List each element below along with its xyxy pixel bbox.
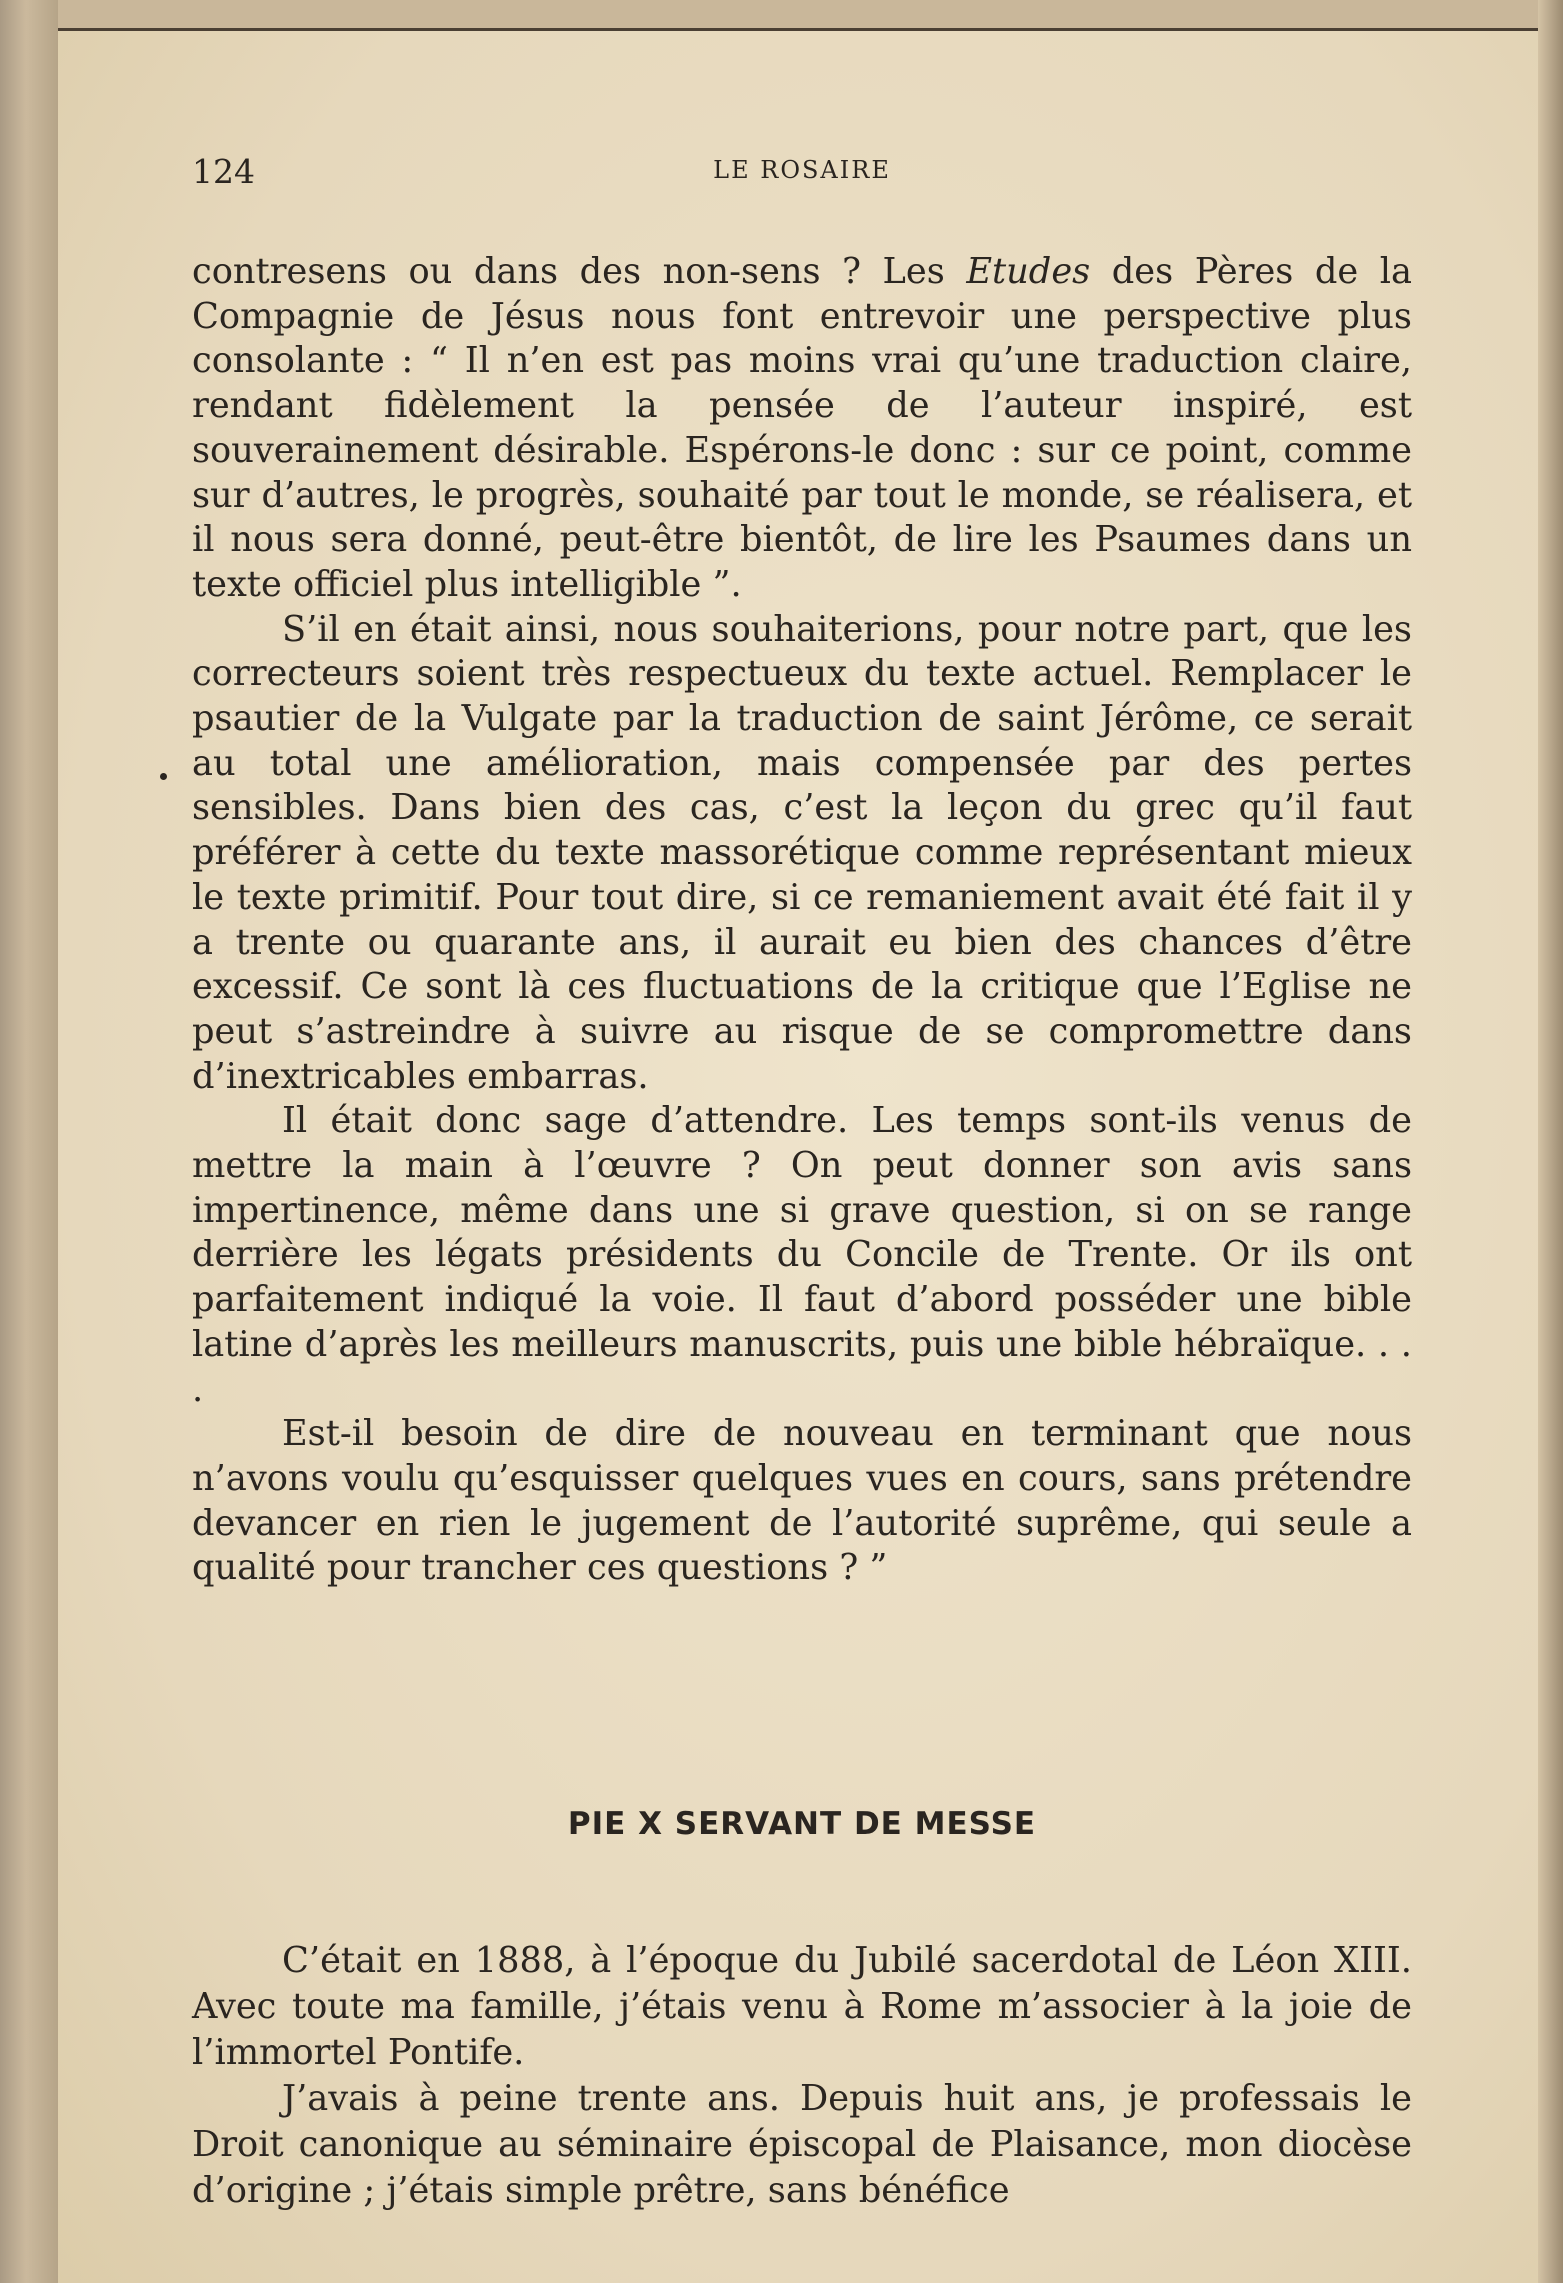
journal-title-italic: Etudes bbox=[966, 251, 1091, 292]
paragraph-3-text: Il était donc sage d’attendre. Les temps sont-ils venus de mettre la main à l’œuvre ? On peut donner son avis sans impertinence, même dans une si grave question, si on se range derrière les légats présidents du Concile de Trente. Or ils ont parfaitement indiqué la voie. Il faut d’abord posséder une bible latine d’après les meilleurs manuscrits, puis une bible hébraïque. . . . bbox=[192, 1100, 1412, 1410]
body-text-section-2 bbox=[192, 1938, 1412, 2214]
paragraph-3 bbox=[192, 1099, 1412, 1412]
margin-dot bbox=[160, 773, 167, 780]
page-top-edge bbox=[58, 28, 1538, 31]
paragraph-4-text: Est-il besoin de dire de nouveau en terminant que nous n’avons voulu qu’esquisser quelques vues en cours, sans prétendre devancer en rien le jugement de l’autorité suprême, qui seule a qualité pour trancher ces questions ? ” bbox=[192, 1413, 1412, 1589]
paragraph-6 bbox=[192, 2076, 1412, 2214]
paragraph-1-text: contresens ou dans des non-sens ? Les Etudes des Pères de la Compagnie de Jésus nous font entrevoir une perspective plus consolante : “ Il n’en est pas moins vrai qu’une traduction claire, rendant fidèlement la pensée de l’auteur inspiré, est souverainement désirable. Espérons-le donc : sur ce point, comme sur d’autres, le progrès, souhaité par tout le monde, se réalisera, et il nous sera donné, peut-être bientôt, de lire les Psaumes dans un texte officiel plus intelligible ”. bbox=[192, 251, 1412, 605]
paragraph-2-text: S’il en était ainsi, nous souhaiterions, pour notre part, que les correcteurs soient très respectueux du texte actuel. Remplacer le psautier de la Vulgate par la traduction de saint Jérôme, ce serait au total une amélioration, mais compensée par des pertes sensibles. Dans bien des cas, c’est la leçon du grec qu’il faut préférer à cette du texte massorétique comme représentant mieux le texte primitif. Pour tout dire, si ce remaniement avait été fait il y a trente ou quarante ans, il aurait eu bien des chances d’être excessif. Ce sont là ces fluctuations de la critique que l’Eglise ne peut s’astreindre à suivre au risque de se compromettre dans d’inextricables embarras. bbox=[192, 608, 1412, 1097]
paragraph-2 bbox=[192, 608, 1412, 1100]
paragraph-1 bbox=[192, 250, 1412, 608]
section-title: PIE X SERVANT DE MESSE bbox=[567, 1806, 1037, 1842]
page-number: 124 bbox=[192, 152, 255, 191]
book-gutter-edge bbox=[0, 0, 58, 2283]
body-text-section-1 bbox=[192, 250, 1412, 1591]
paragraph-5 bbox=[192, 1938, 1412, 2076]
page-header bbox=[192, 152, 1412, 196]
paragraph-5-text: C’était en 1888, à l’époque du Jubilé sacerdotal de Léon XIII. Avec toute ma famille, j’étais venu à Rome m’associer à la joie de l’immortel Pontife. bbox=[192, 1940, 1412, 2073]
page-stack-edge bbox=[1538, 0, 1563, 2283]
paragraph-4 bbox=[192, 1412, 1412, 1591]
paragraph-6-text: J’avais à peine trente ans. Depuis huit ans, je professais le Droit canonique au séminaire épiscopal de Plaisance, mon diocèse d’origine ; j’étais simple prêtre, sans bénéfice bbox=[192, 2078, 1412, 2211]
running-title: LE ROSAIRE bbox=[713, 156, 891, 184]
